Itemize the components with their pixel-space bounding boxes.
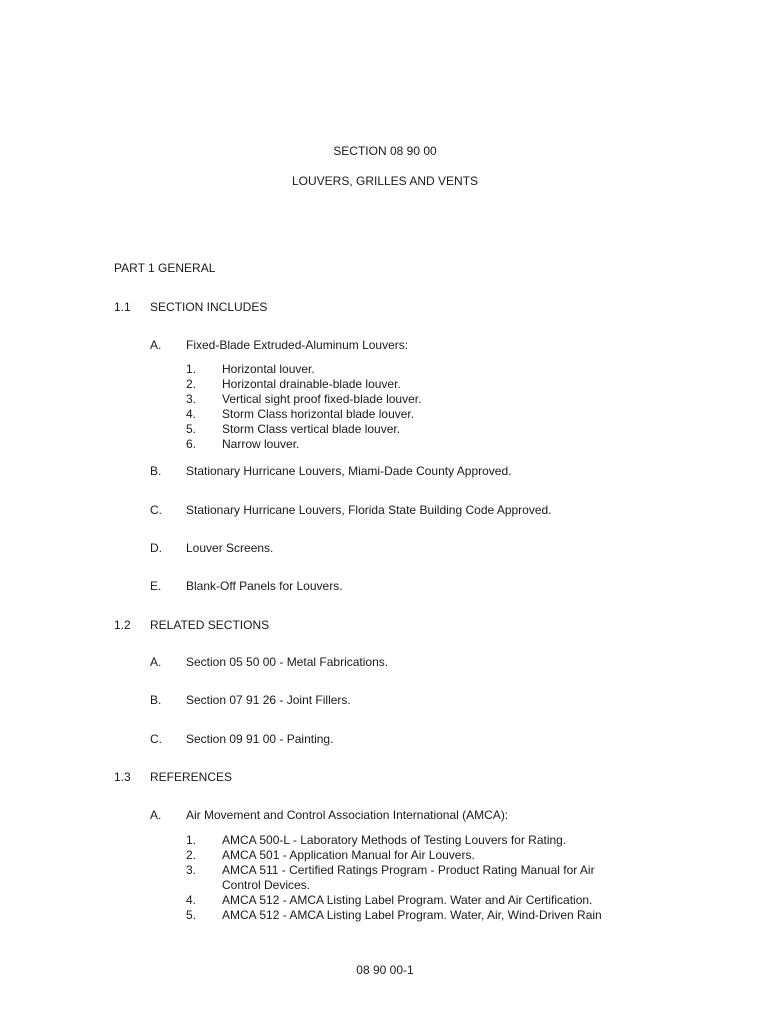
paragraph-text: Louver Screens. (186, 541, 274, 555)
item-number: 2. (186, 848, 197, 862)
item-text: Narrow louver. (222, 437, 300, 451)
paragraph-text: Section 09 91 00 - Painting. (186, 732, 334, 746)
item-text: AMCA 500-L - Laboratory Methods of Testing Louvers for Rating. (222, 833, 567, 847)
item-text-continued: Control Devices. (222, 878, 311, 892)
item-text: AMCA 512 - AMCA Listing Label Program. Water and Air Certification. (222, 893, 593, 907)
article-number: 1.2 (114, 618, 131, 632)
item-text: Horizontal drainable-blade louver. (222, 377, 401, 391)
section-name: LOUVERS, GRILLES AND VENTS (291, 174, 479, 188)
paragraph-letter: E. (150, 579, 162, 593)
item-text: Storm Class vertical blade louver. (222, 422, 401, 436)
paragraph-text: Blank-Off Panels for Louvers. (186, 579, 343, 593)
paragraph-letter: C. (150, 732, 162, 746)
item-number: 4. (186, 407, 197, 421)
part-heading: PART 1 GENERAL (114, 261, 216, 275)
paragraph-text: Air Movement and Control Association International (AMCA): (186, 808, 509, 822)
paragraph-letter: A. (150, 338, 162, 352)
paragraph-text: Stationary Hurricane Louvers, Florida State Building Code Approved. (186, 503, 552, 517)
item-text: Storm Class horizontal blade louver. (222, 407, 415, 421)
item-text: AMCA 501 - Application Manual for Air Louvers. (222, 848, 475, 862)
paragraph-letter: B. (150, 693, 162, 707)
paragraph-letter: B. (150, 464, 162, 478)
section-title: SECTION 08 90 00 (333, 144, 437, 158)
article-number: 1.1 (114, 300, 131, 314)
article-title: RELATED SECTIONS (150, 618, 270, 632)
page-footer-number: 08 90 00-1 (356, 963, 414, 977)
item-text: Vertical sight proof fixed-blade louver. (222, 392, 422, 406)
item-number: 3. (186, 863, 197, 877)
paragraph-text: Stationary Hurricane Louvers, Miami-Dade County Approved. (186, 464, 512, 478)
paragraph-letter: D. (150, 541, 162, 555)
item-number: 6. (186, 437, 197, 451)
article-number: 1.3 (114, 770, 131, 784)
item-number: 1. (186, 362, 197, 376)
item-number: 2. (186, 377, 197, 391)
paragraph-letter: A. (150, 808, 162, 822)
item-number: 1. (186, 833, 197, 847)
item-number: 4. (186, 893, 197, 907)
item-text: AMCA 512 - AMCA Listing Label Program. Water, Air, Wind-Driven Rain (222, 908, 602, 922)
paragraph-letter: A. (150, 655, 162, 669)
item-number: 5. (186, 908, 197, 922)
item-text: AMCA 511 - Certified Ratings Program - Product Rating Manual for Air (222, 863, 595, 877)
item-number: 5. (186, 422, 197, 436)
paragraph-text: Section 05 50 00 - Metal Fabrications. (186, 655, 389, 669)
item-text: Horizontal louver. (222, 362, 315, 376)
item-number: 3. (186, 392, 197, 406)
article-title: REFERENCES (150, 770, 233, 784)
article-title: SECTION INCLUDES (150, 300, 268, 314)
paragraph-letter: C. (150, 503, 162, 517)
paragraph-text: Fixed-Blade Extruded-Aluminum Louvers: (186, 338, 409, 352)
paragraph-text: Section 07 91 26 - Joint Fillers. (186, 693, 351, 707)
